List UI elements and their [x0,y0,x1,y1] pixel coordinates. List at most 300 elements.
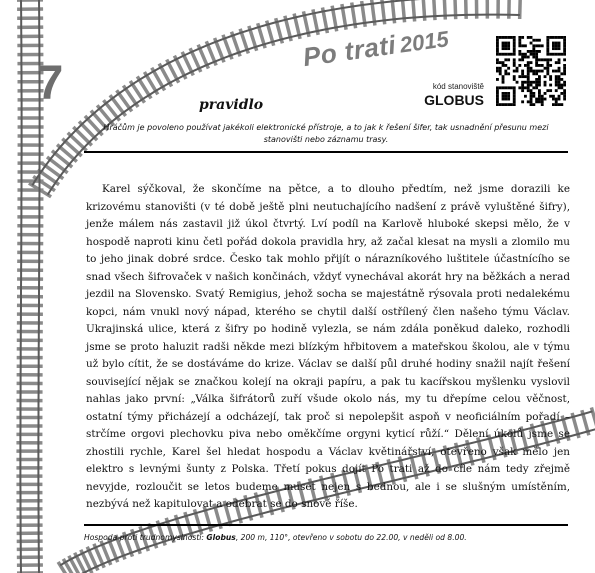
qr-module [507,58,510,61]
qr-module [507,86,510,89]
qr-module [558,95,561,98]
qr-module [521,53,524,56]
page-number: 7 [36,57,64,110]
qr-module [518,53,521,56]
qr-module [513,100,516,103]
qr-module [555,75,558,78]
qr-module [513,61,516,64]
qr-module [558,61,561,64]
qr-module [558,53,561,56]
qr-module [521,75,524,78]
qr-module [535,81,538,84]
section-title: pravidlo [199,97,264,113]
qr-module [513,44,516,47]
qr-module [507,47,510,50]
qr-module [535,84,538,87]
qr-module [544,67,547,70]
qr-module [538,44,541,47]
qr-module [544,92,547,95]
qr-module [549,36,552,39]
qr-module [504,58,507,61]
qr-module [524,56,527,59]
qr-module [499,103,502,106]
qr-module [504,95,507,98]
qr-module [513,64,516,67]
qr-module [555,78,558,81]
qr-module [538,78,541,81]
qr-module [496,42,499,45]
qr-module [538,70,541,73]
qr-module [546,53,549,56]
qr-module [504,36,507,39]
qr-module [524,44,527,47]
qr-module [560,53,563,56]
qr-module [502,81,505,84]
story-text [86,181,570,514]
qr-module [513,70,516,73]
qr-module [530,98,533,101]
qr-module [538,81,541,84]
qr-module [518,64,521,67]
qr-module [507,98,510,101]
qr-module [530,67,533,70]
qr-module [507,36,510,39]
qr-module [552,98,555,101]
qr-module [530,61,533,64]
qr-module [527,67,530,70]
qr-module [538,95,541,98]
railway-tie [444,0,445,20]
qr-module [496,61,499,64]
qr-module [502,75,505,78]
station-name: GLOBUS [424,92,484,108]
qr-module [558,67,561,70]
qr-module [546,39,549,42]
qr-module [527,100,530,103]
qr-module [552,70,555,73]
qr-module [521,86,524,89]
qr-module [524,95,527,98]
qr-module [563,36,566,39]
qr-module [555,36,558,39]
qr-module [496,50,499,53]
qr-module [538,84,541,87]
qr-module [530,50,533,53]
qr-module [563,72,566,75]
qr-module [521,58,524,61]
qr-module [541,98,544,101]
qr-module [546,58,549,61]
qr-module [563,39,566,42]
qr-module [541,70,544,73]
qr-module [513,75,516,78]
qr-module [558,47,561,50]
qr-module [513,78,516,81]
qr-module [538,100,541,103]
qr-module [496,103,499,106]
footer-place: Globus [206,533,236,542]
qr-module [552,44,555,47]
qr-module [560,36,563,39]
qr-module [532,53,535,56]
qr-module [527,61,530,64]
qr-module [513,42,516,45]
qr-module [535,70,538,73]
qr-module [535,44,538,47]
qr-module [558,84,561,87]
qr-module [530,70,533,73]
qr-module [563,50,566,53]
qr-module [558,42,561,45]
qr-module [532,81,535,84]
qr-module [527,86,530,89]
qr-module [535,53,538,56]
qr-module [502,44,505,47]
footer-details: , 200 m, 110°, otevřeno v sobotu do 22.00, v neděli od 8.00. [235,533,467,542]
qr-module [563,98,566,101]
qr-module [527,75,530,78]
qr-module [530,92,533,95]
qr-module [563,67,566,70]
qr-module [560,92,563,95]
qr-module [555,89,558,92]
qr-module [558,36,561,39]
qr-module [560,84,563,87]
qr-module [555,61,558,64]
qr-module [507,67,510,70]
qr-module [555,103,558,106]
qr-module [524,81,527,84]
qr-module [496,95,499,98]
qr-module [521,44,524,47]
qr-module [504,86,507,89]
qr-module [510,103,513,106]
qr-module [555,98,558,101]
qr-module [546,64,549,67]
qr-module [552,103,555,106]
qr-module [513,98,516,101]
qr-module [560,86,563,89]
qr-module [544,98,547,101]
rules-text: Hráčům je povoleno používat jakékoli elektronické přístroje, a to jak k řešení šifer, tak usnadnění přesunu mezi stanovišti nebo záznamu trasy. [103,123,549,144]
qr-module [546,50,549,53]
qr-module [516,81,519,84]
qr-module [541,95,544,98]
qr-module [504,70,507,73]
qr-module [499,67,502,70]
qr-module [532,50,535,53]
qr-module [518,50,521,53]
qr-module [563,53,566,56]
qr-module [552,42,555,45]
qr-module [535,56,538,59]
qr-module [518,86,521,89]
qr-module [558,75,561,78]
qr-module [502,86,505,89]
qr-module [499,86,502,89]
qr-module [552,95,555,98]
qr-module [504,98,507,101]
qr-module [496,53,499,56]
qr-module [549,58,552,61]
qr-module [535,64,538,67]
qr-module [510,86,513,89]
qr-module [538,58,541,61]
qr-module [538,75,541,78]
railway-rail [20,0,21,573]
qr-module [521,89,524,92]
qr-module [496,89,499,92]
qr-module [560,72,563,75]
qr-module [535,61,538,64]
qr-module [527,89,530,92]
qr-module [496,100,499,103]
qr-module [499,72,502,75]
qr-module [555,42,558,45]
qr-module [546,89,549,92]
qr-module [530,36,533,39]
qr-module [499,36,502,39]
qr-module [549,64,552,67]
station-code-caption: kód stanoviště [432,82,484,91]
qr-module [544,75,547,78]
qr-module [563,64,566,67]
qr-module [521,70,524,73]
qr-module [513,86,516,89]
qr-module [549,78,552,81]
qr-module [538,39,541,42]
qr-module [496,36,499,39]
qr-module [535,98,538,101]
qr-module [535,72,538,75]
qr-module [518,58,521,61]
qr-module [549,84,552,87]
qr-module [535,39,538,42]
qr-module [532,44,535,47]
qr-module [532,86,535,89]
qr-module [502,61,505,64]
qr-module [538,92,541,95]
title-year: 2015 [398,26,451,58]
qr-module [541,64,544,67]
qr-module [549,53,552,56]
qr-module [538,64,541,67]
qr-module [552,47,555,50]
qr-module [530,89,533,92]
qr-code-icon [496,36,566,106]
qr-module [544,81,547,84]
qr-module [530,81,533,84]
qr-module [558,103,561,106]
qr-module [513,53,516,56]
qr-module [530,53,533,56]
qr-module [555,100,558,103]
qr-module [513,92,516,95]
railway-tie [520,0,521,19]
qr-module [535,50,538,53]
qr-module [504,53,507,56]
qr-module [507,92,510,95]
qr-module [558,58,561,61]
qr-module [530,84,533,87]
qr-module [546,72,549,75]
qr-module [496,98,499,101]
qr-module [535,100,538,103]
qr-module [521,36,524,39]
qr-module [502,64,505,67]
qr-module [510,36,513,39]
qr-module [530,95,533,98]
qr-module [502,47,505,50]
qr-module [496,44,499,47]
qr-module [558,70,561,73]
qr-module [524,53,527,56]
qr-module [560,103,563,106]
qr-module [513,103,516,106]
qr-module [496,70,499,73]
qr-module [530,103,533,106]
qr-module [502,53,505,56]
qr-module [527,84,530,87]
qr-module [541,58,544,61]
qr-module [527,70,530,73]
title-text: Po trati [301,29,398,73]
qr-module [504,47,507,50]
qr-module [563,47,566,50]
qr-module [532,47,535,50]
qr-module [524,75,527,78]
qr-module [527,72,530,75]
qr-module [521,72,524,75]
qr-module [502,42,505,45]
qr-module [504,92,507,95]
qr-module [499,53,502,56]
qr-module [527,64,530,67]
qr-module [555,84,558,87]
qr-module [532,39,535,42]
qr-module [496,92,499,95]
qr-module [502,92,505,95]
qr-module [546,42,549,45]
qr-module [504,103,507,106]
divider-top [84,151,568,153]
qr-module [499,61,502,64]
footer-note [84,533,568,542]
qr-module [546,67,549,70]
qr-module [546,44,549,47]
qr-module [555,44,558,47]
qr-module [524,64,527,67]
qr-module [532,103,535,106]
qr-module [513,50,516,53]
qr-module [532,72,535,75]
qr-module [549,95,552,98]
qr-module [496,86,499,89]
qr-module [563,89,566,92]
qr-module [507,44,510,47]
qr-module [541,44,544,47]
qr-module [558,78,561,81]
qr-module [516,67,519,70]
qr-module [535,58,538,61]
qr-module [496,58,499,61]
qr-module [521,100,524,103]
qr-module [552,36,555,39]
qr-module [502,36,505,39]
qr-module [563,42,566,45]
qr-module [513,47,516,50]
qr-module [507,53,510,56]
qr-module [563,44,566,47]
qr-module [502,95,505,98]
qr-module [524,86,527,89]
qr-module [527,36,530,39]
qr-module [507,95,510,98]
qr-module [510,53,513,56]
railway-tie [466,0,467,19]
qr-module [521,56,524,59]
qr-module [546,61,549,64]
qr-module [516,70,519,73]
qr-module [504,64,507,67]
qr-module [507,103,510,106]
qr-module [563,84,566,87]
qr-module [558,44,561,47]
qr-module [535,86,538,89]
qr-module [518,44,521,47]
qr-module [518,36,521,39]
qr-module [538,89,541,92]
qr-module [504,44,507,47]
qr-module [513,39,516,42]
qr-module [499,70,502,73]
qr-module [563,81,566,84]
qr-module [560,78,563,81]
qr-module [552,53,555,56]
qr-module [544,84,547,87]
qr-module [532,70,535,73]
qr-module [530,42,533,45]
qr-module [555,70,558,73]
qr-module [496,39,499,42]
qr-module [555,81,558,84]
qr-module [513,95,516,98]
qr-module [521,84,524,87]
qr-module [527,56,530,59]
qr-module [563,58,566,61]
qr-module [538,98,541,101]
qr-module [555,47,558,50]
railway-tie [455,0,456,19]
qr-module [541,100,544,103]
divider-bottom [84,524,568,526]
qr-module [496,47,499,50]
qr-module [518,39,521,42]
qr-module [546,47,549,50]
qr-module [563,70,566,73]
qr-module [558,98,561,101]
qr-module [518,75,521,78]
qr-module [513,58,516,61]
qr-module [532,92,535,95]
qr-module [563,92,566,95]
qr-module [504,72,507,75]
qr-module [496,67,499,70]
qr-module [541,103,544,106]
qr-module [532,95,535,98]
qr-module [513,89,516,92]
qr-module [538,50,541,53]
